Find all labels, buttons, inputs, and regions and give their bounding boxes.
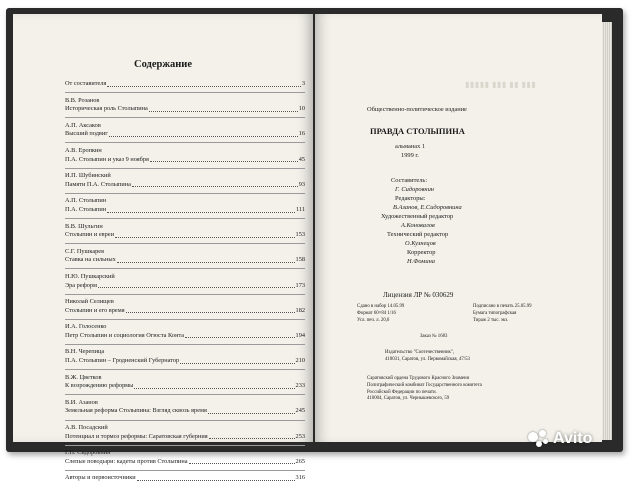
toc-leader <box>209 433 295 440</box>
toc-entry <box>65 223 305 245</box>
imprint-left <box>357 304 404 324</box>
toc-title: Авторы и первоисточники <box>65 474 136 482</box>
toc-entry <box>65 474 305 486</box>
corrector-label: Корректор <box>407 249 436 256</box>
publisher-name: Издательство "Соотечественник", <box>385 350 455 355</box>
toc-line <box>65 130 305 139</box>
page-edges <box>602 22 612 440</box>
toc-line <box>65 231 305 240</box>
publisher-address: 410031, Саратов, ул. Первомайская, 47/53 <box>385 356 470 362</box>
toc-page-number: 3 <box>301 80 305 87</box>
toc-title: Слепые поводыри: кадеты против Столыпина <box>65 457 188 465</box>
compiler-label: Составитель: <box>391 177 428 184</box>
toc-line <box>65 332 305 341</box>
toc-page-number: 245 <box>295 407 305 415</box>
toc-line <box>65 80 305 89</box>
toc-line <box>65 206 305 215</box>
toc-entry <box>65 147 305 169</box>
toc-page-number: 16 <box>298 130 305 138</box>
toc-title: П.А. Столыпин и указ 9 ноября <box>65 155 149 163</box>
toc-line <box>65 156 305 165</box>
toc-author: Н.Ю. Пушкарский <box>65 272 115 280</box>
toc-author: Г.П. Сидоровнин <box>65 449 111 457</box>
edition-type: Общественно-политическое издание <box>367 106 467 113</box>
toc-entry <box>65 374 305 396</box>
toc-page-number: 265 <box>295 457 305 465</box>
toc-leader <box>115 231 295 238</box>
toc-entry <box>65 323 305 345</box>
editors-names: В.Азанов, Е.Сидоровнина <box>393 204 462 211</box>
toc-author: В.В. Шульгин <box>65 222 103 230</box>
toc-line <box>65 474 305 483</box>
compiler-name: Г. Сидоровнин <box>395 186 434 193</box>
toc-page-number: 93 <box>298 180 305 188</box>
corrector-name: Н.Фомина <box>407 258 435 265</box>
toc-leader <box>137 474 295 481</box>
art-editor-label: Художественный редактор <box>381 213 454 220</box>
toc-title: П.А. Столыпин <box>65 205 107 213</box>
toc-title: Столыпин и его время <box>65 306 125 314</box>
toc-page-number: 153 <box>295 231 305 239</box>
toc-line <box>65 458 305 467</box>
toc-author: А.П. Столыпин <box>65 197 107 205</box>
contents-page <box>13 14 313 482</box>
print-sign-date: Подписано в печать 25.05.99 <box>473 304 532 309</box>
toc-leader <box>185 332 294 339</box>
publisher-info <box>385 350 470 364</box>
imprint-page <box>315 14 602 442</box>
toc-entry <box>65 298 305 320</box>
toc-line <box>65 307 305 316</box>
toc-page-number: 173 <box>295 281 305 289</box>
toc-entry <box>65 172 305 194</box>
almanac-number: альманах 1 <box>395 143 426 150</box>
toc-entry <box>65 197 305 219</box>
toc-title: Эра реформ <box>65 281 97 289</box>
toc-leader <box>107 80 301 87</box>
toc-page-number: 316 <box>295 474 305 482</box>
toc-title: Памяти П.А. Столыпина <box>65 180 131 188</box>
toc-page-number: 158 <box>295 256 305 264</box>
toc-leader <box>132 181 298 188</box>
toc-leader <box>150 156 298 163</box>
editors-label: Редакторы: <box>395 195 426 202</box>
printer-info <box>367 376 482 403</box>
toc-title: Ставка на сильных <box>65 256 116 264</box>
toc-leader <box>149 105 298 112</box>
toc-page-number: 45 <box>298 155 305 163</box>
printer-line-4: 410004, Саратов, ул. Чернышевского, 59 <box>367 396 450 402</box>
art-editor-name: А.Коновалов <box>401 222 435 229</box>
toc-title: П.А. Столыпин – Гродненский Губернатор <box>65 357 180 365</box>
toc-author: А.В. Еропкин <box>65 146 102 154</box>
toc-author: И.П. Шубинский <box>65 172 111 180</box>
publication-year: 1999 г. <box>401 152 419 159</box>
toc-author: А.П. Аксаков <box>65 121 101 129</box>
toc-entry <box>65 273 305 295</box>
toc-title: Историческая роль Столыпина <box>65 105 148 113</box>
toc-page-number: 253 <box>295 432 305 440</box>
tech-editor-label: Технический редактор <box>387 231 449 238</box>
toc-line <box>65 433 305 442</box>
toc-title: Земельная реформа Столыпина: Взгляд сквозь время <box>65 407 207 415</box>
toc-entry <box>65 449 305 471</box>
toc-author: В.Н. Черепица <box>65 348 105 356</box>
printer-line-3: Российской Федерации по печати. <box>367 389 437 395</box>
toc-leader <box>109 130 298 137</box>
toc-page-number: 210 <box>295 357 305 365</box>
toc-leader <box>107 206 295 213</box>
toc-leader <box>208 407 295 414</box>
toc-line <box>65 256 305 265</box>
toc-entry <box>65 80 305 93</box>
toc-title: Высший подвиг <box>65 130 108 138</box>
toc-author: В.И. Азанов <box>65 398 98 406</box>
license-number: Лицензия ЛР № 030629 <box>383 291 454 299</box>
toc-page-number: 194 <box>295 331 305 339</box>
toc-title: Потенциал и тормоз реформы: Саратовская губерния <box>65 432 208 440</box>
toc-title: От составителя <box>65 80 107 87</box>
printer-line-2: Полиграфический комбинат Государственного комитета <box>367 382 482 388</box>
toc-line <box>65 181 305 190</box>
toc-author: А.В. Посадский <box>65 424 108 432</box>
paper-type: Бумага типографская <box>473 310 517 316</box>
toc-leader <box>180 357 294 364</box>
toc-title: К возрождению реформы <box>65 382 134 390</box>
avito-watermark <box>528 430 592 448</box>
toc-line <box>65 282 305 291</box>
toc-entry <box>65 399 305 421</box>
toc-line <box>65 357 305 366</box>
contents-title: Содержание <box>134 59 192 70</box>
toc-author: В.Ж. Цветков <box>65 373 102 381</box>
contents-list <box>65 80 305 490</box>
book-title: ПРАВДА СТОЛЫПИНА <box>370 126 465 136</box>
toc-page-number: 10 <box>298 105 305 113</box>
toc-line <box>65 105 305 114</box>
toc-author: Николай Селищев <box>65 298 114 306</box>
toc-entry <box>65 424 305 446</box>
print-run: Тираж 2 тыс. экз. <box>473 317 509 323</box>
avito-logo-icon <box>528 430 550 448</box>
toc-page-number: 111 <box>296 205 305 213</box>
toc-author: С.Г. Пушкарев <box>65 247 105 255</box>
order-number: Заказ № 1683 <box>420 334 448 339</box>
toc-entry <box>65 97 305 119</box>
toc-line <box>65 382 305 391</box>
printed-sheets: Усл. печ. л. 20,0 <box>357 317 390 323</box>
printer-line-1: Саратовский ордена Трудового Красного Знамени <box>367 376 470 381</box>
bleed-through-text: ▮▮▮▮▮ ▮▮▮ ▮▮ ▮▮▮ <box>465 80 537 89</box>
paper-format: Формат 60×84 1/16 <box>357 310 396 316</box>
toc-entry <box>65 348 305 370</box>
tech-editor-name: О.Кузнецов <box>405 240 436 247</box>
avito-wordmark: Avito <box>553 430 593 447</box>
toc-leader <box>189 458 295 465</box>
toc-author: И.А. Голосенко <box>65 323 107 331</box>
toc-title: Столыпин и евреи <box>65 231 114 239</box>
toc-entry <box>65 248 305 270</box>
toc-leader <box>117 256 295 263</box>
toc-leader <box>126 307 295 314</box>
toc-leader <box>98 282 295 289</box>
toc-leader <box>134 382 294 389</box>
toc-entry <box>65 122 305 144</box>
toc-page-number: 182 <box>295 306 305 314</box>
imprint-right <box>473 304 532 324</box>
toc-author: В.В. Розанов <box>65 96 100 104</box>
toc-page-number: 233 <box>295 382 305 390</box>
toc-title: Петр Столыпин и социология Огюста Конта <box>65 331 185 339</box>
toc-line <box>65 407 305 416</box>
typesetting-date: Сдано в набор 14.05.99 <box>357 304 405 309</box>
